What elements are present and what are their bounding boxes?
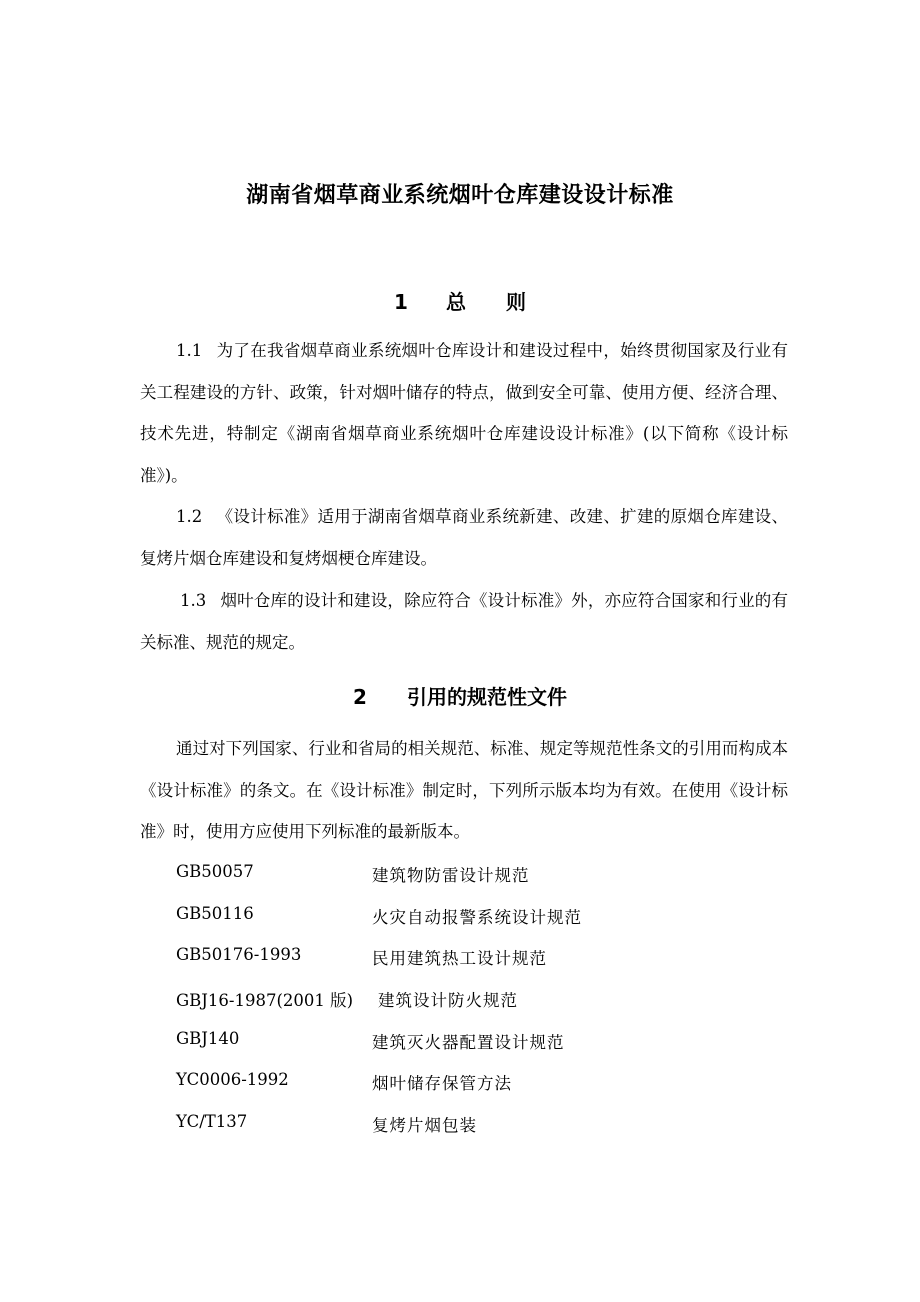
reference-name: 民用建筑热工设计规范 — [372, 949, 547, 969]
reference-name: 建筑设计防火规范 — [378, 991, 518, 1011]
clause-1-2-number: 1.2 — [176, 507, 203, 526]
clause-1-3 — [140, 580, 788, 663]
clause-1-1 — [140, 330, 788, 496]
reference-list — [176, 856, 776, 1148]
reference-code: GBJ16-1987(2001 版) — [176, 991, 354, 1011]
reference-row — [176, 939, 776, 981]
reference-name: 建筑物防雷设计规范 — [372, 866, 530, 885]
section-2-intro — [140, 728, 788, 853]
reference-code: YC0006-1992 — [176, 1070, 289, 1090]
section-2-intro-text: 通过对下列国家、行业和省局的相关规范、标准、规定等规范性条文的引用而构成本《设计标准》的条文。在《设计标准》制定时，下列所示版本均为有效。在使用《设计标准》时，使用方应使用下列标准的最新版本。 — [140, 739, 788, 841]
clause-1-3-text: 烟叶仓库的设计和建设，除应符合《设计标准》外，亦应符合国家和行业的有关标准、规范的规定。 — [140, 591, 788, 652]
reference-code: GB50176-1993 — [176, 945, 302, 965]
reference-row — [176, 981, 776, 1023]
clause-1-2 — [140, 496, 788, 579]
reference-code: GB50116 — [176, 903, 254, 923]
document-title: 湖南省烟草商业系统烟叶仓库建设设计标准 — [246, 183, 674, 208]
reference-row — [176, 1023, 776, 1065]
reference-name: 建筑灭火器配置设计规范 — [372, 1032, 565, 1052]
reference-code: GBJ140 — [176, 1028, 240, 1048]
reference-code: GB50057 — [176, 862, 254, 881]
section-2-number: 2 — [353, 685, 367, 709]
section-2-title: 引用的规范性文件 — [406, 685, 567, 709]
reference-name: 复烤片烟包装 — [372, 1116, 477, 1136]
reference-row — [176, 856, 776, 898]
reference-name: 烟叶储存保管方法 — [372, 1074, 512, 1094]
section-1-number: 1 — [394, 290, 408, 314]
clause-1-1-text: 为了在我省烟草商业系统烟叶仓库设计和建设过程中，始终贯彻国家及行业有关工程建设的方针、政策，针对烟叶储存的特点，做到安全可靠、使用方便、经济合理、技术先进，特制定《湖南省烟草商业系统烟叶仓库建设设计标准》(以下简称《设计标准》)。 — [140, 341, 788, 485]
clause-1-3-number: 1.3 — [180, 591, 207, 610]
clause-1-1-number: 1.1 — [176, 341, 203, 360]
reference-row — [176, 898, 776, 940]
reference-name: 火灾自动报警系统设计规范 — [372, 907, 582, 927]
reference-row — [176, 1064, 776, 1106]
reference-code: YC/T137 — [176, 1112, 248, 1132]
section-1-heading — [0, 286, 920, 315]
reference-row — [176, 1106, 776, 1148]
section-1-title: 总 则 — [445, 290, 526, 314]
section-2-heading — [0, 681, 920, 710]
clause-1-2-text: 《设计标准》适用于湖南省烟草商业系统新建、改建、扩建的原烟仓库建设、复烤片烟仓库建设和复烤烟梗仓库建设。 — [140, 507, 788, 568]
